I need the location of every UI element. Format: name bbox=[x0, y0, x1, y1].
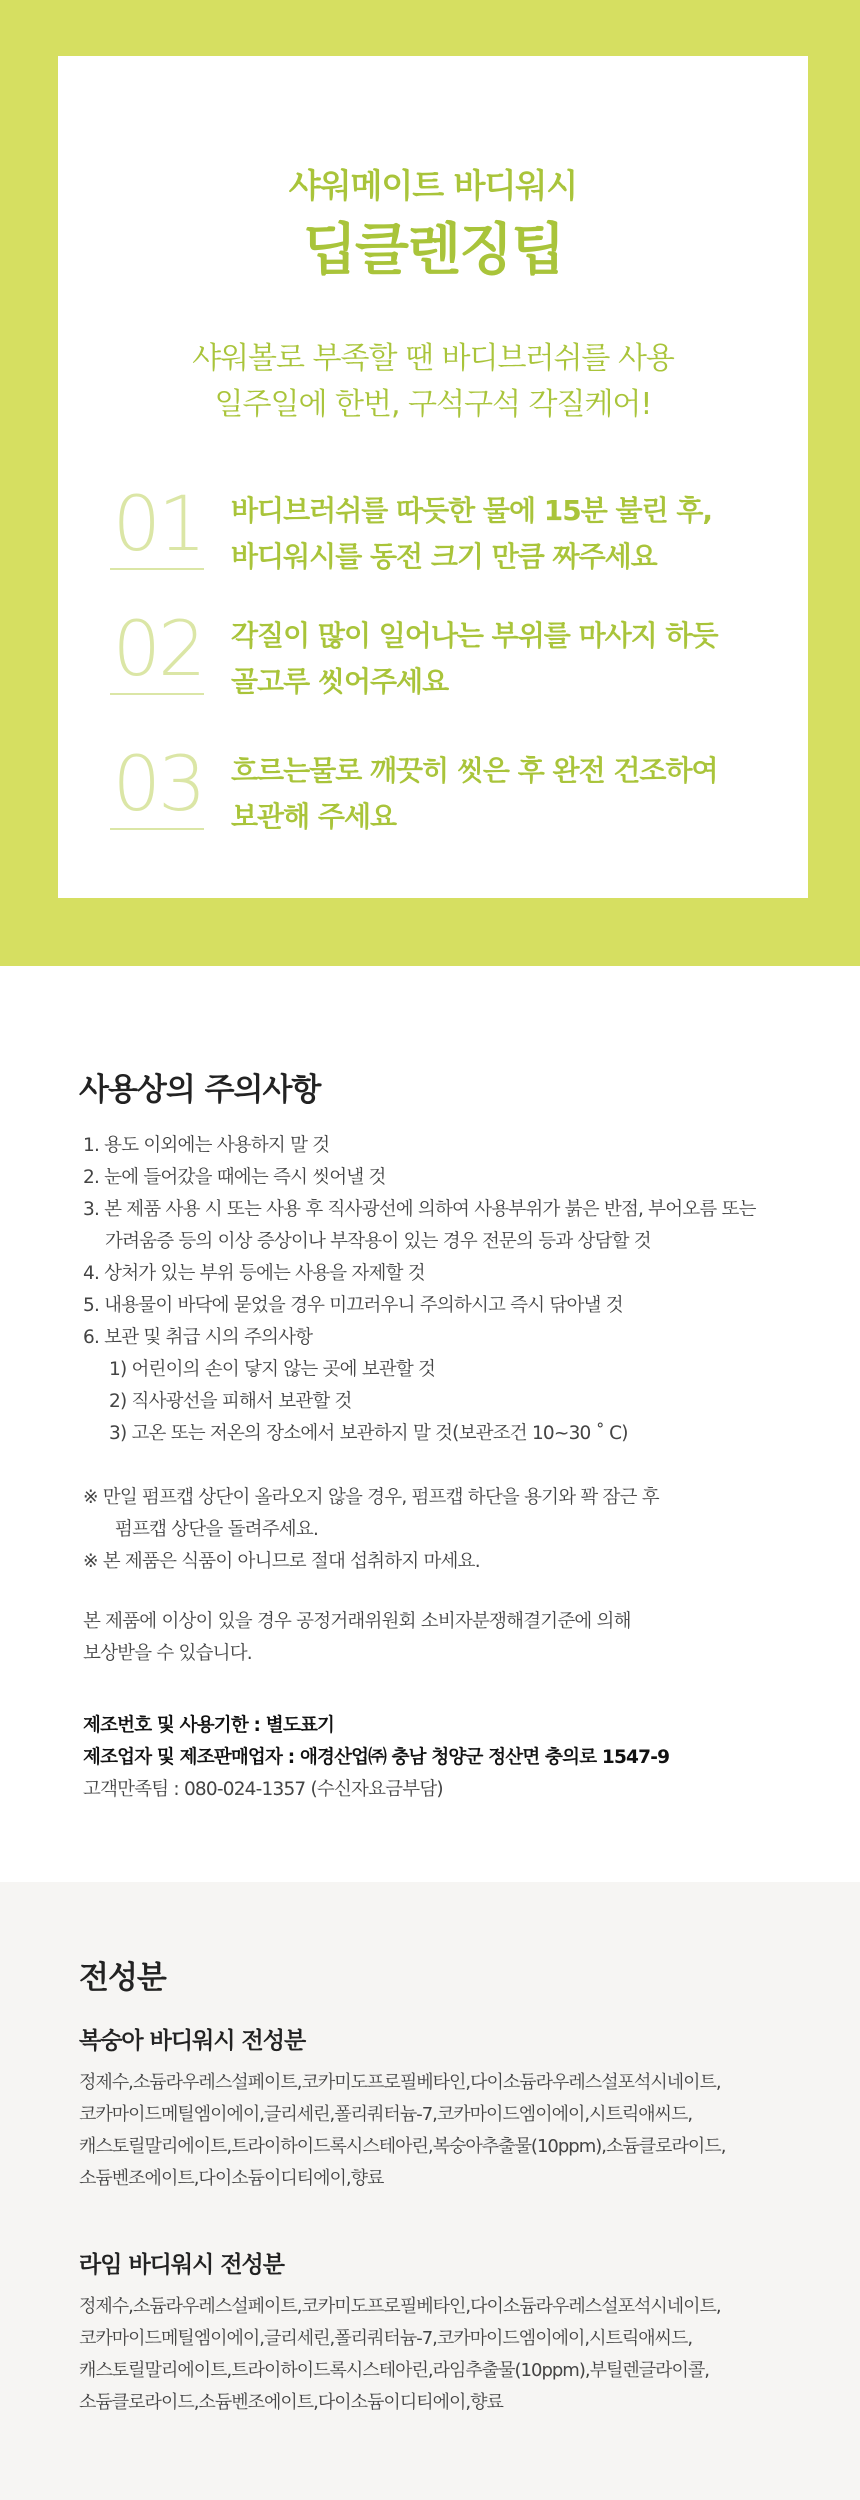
ingredients-heading: 전성분 bbox=[79, 1960, 166, 1996]
step-underline bbox=[110, 828, 204, 830]
step-number: 01 bbox=[112, 479, 204, 568]
tips-card bbox=[58, 56, 808, 898]
step-underline bbox=[110, 568, 204, 570]
ingredient-line: 소듐클로라이드,소듐벤조에이트,다이소듐이디티에이,향료 bbox=[79, 2392, 503, 2413]
step-text bbox=[231, 748, 771, 840]
precaution-item-continued: 가려움증 등의 이상 증상이나 부작용이 있는 경우 전문의 등과 상담할 것 bbox=[105, 1231, 651, 1252]
step-number: 03 bbox=[112, 739, 204, 828]
step-text-line: 흐르는물로 깨끗히 씻은 후 완전 건조하여 bbox=[231, 754, 718, 787]
step-underline bbox=[110, 693, 204, 695]
precaution-item: 4. 상처가 있는 부위 등에는 사용을 자제할 것 bbox=[83, 1263, 425, 1284]
tips-description bbox=[58, 336, 808, 428]
precaution-item: 3. 본 제품 사용 시 또는 사용 후 직사광선에 의하여 사용부위가 붉은 반점, 부어오름 또는 bbox=[83, 1199, 756, 1220]
ingredient-line: 캐스토릴말리에이트,트라이하이드록시스테아린,라임추출물(10ppm),부틸렌글라이콜, bbox=[79, 2360, 710, 2381]
peach-ingredients bbox=[79, 2022, 799, 2195]
precaution-subitem: 2) 직사광선을 피해서 보관할 것 bbox=[109, 1391, 352, 1412]
deep-cleansing-tips-section bbox=[0, 0, 860, 966]
step-text-line: 바디브러쉬를 따듯한 물에 15분 불린 후, bbox=[231, 494, 713, 527]
manufacturer-info bbox=[83, 1710, 669, 1806]
compensation-line: 보상받을 수 있습니다. bbox=[83, 1643, 252, 1664]
precaution-item: 5. 내용물이 바닥에 묻었을 경우 미끄러우니 주의하시고 즉시 닦아낼 것 bbox=[83, 1295, 623, 1316]
precaution-notes bbox=[83, 1482, 659, 1578]
manufacturer-line: 제조업자 및 제조판매업자 : 애경산업㈜ 충남 청양군 정산면 충의로 1547-9 bbox=[83, 1747, 670, 1768]
precautions-section bbox=[0, 966, 860, 1882]
tips-description-line: 일주일에 한번, 구석구석 각질케어! bbox=[214, 387, 652, 422]
ingredient-line: 정제수,소듐라우레스설페이트,코카미도프로필베타인,다이소듐라우레스설포석시네이트, bbox=[79, 2072, 721, 2093]
peach-ingredients-list bbox=[79, 2067, 799, 2195]
lime-ingredients bbox=[79, 2246, 799, 2419]
ingredient-line: 코카마이드메틸엠이에이,글리세린,폴리쿼터늄-7,코카마이드엠이에이,시트릭애씨드, bbox=[79, 2328, 693, 2349]
step-text-line: 각질이 많이 일어나는 부위를 마사지 하듯 bbox=[231, 619, 718, 652]
note-line: ※ 만일 펌프캡 상단이 올라오지 않을 경우, 펌프캡 하단을 용기와 꽉 잠근 후 bbox=[83, 1487, 659, 1508]
step-text-line: 골고루 씻어주세요 bbox=[231, 665, 449, 698]
precaution-item: 2. 눈에 들어갔을 때에는 즉시 씻어낼 것 bbox=[83, 1167, 386, 1188]
customer-service-line: 고객만족팀 : 080-024-1357 (수신자요금부담) bbox=[83, 1779, 443, 1800]
lot-expiry-info: 제조번호 및 사용기한 : 별도표기 bbox=[83, 1715, 335, 1736]
precaution-subitem: 1) 어린이의 손이 닿지 않는 곳에 보관할 것 bbox=[109, 1359, 436, 1380]
ingredient-line: 정제수,소듐라우레스설페이트,코카미도프로필베타인,다이소듐라우레스설포석시네이트, bbox=[79, 2296, 721, 2317]
ingredients-section bbox=[0, 1882, 860, 2500]
precaution-item: 1. 용도 이외에는 사용하지 말 것 bbox=[83, 1135, 330, 1156]
tips-title: 딥클렌징팁 bbox=[302, 218, 564, 283]
step-text bbox=[231, 613, 771, 705]
lime-ingredients-title: 라임 바디워시 전성분 bbox=[79, 2252, 284, 2278]
ingredient-line: 코카마이드메틸엠이에이,글리세린,폴리쿼터늄-7,코카마이드엠이에이,시트릭애씨드, bbox=[79, 2104, 693, 2125]
precaution-item: 6. 보관 및 취급 시의 주의사항 bbox=[83, 1327, 313, 1348]
precautions-list bbox=[83, 1130, 803, 1450]
note-line-continued: 펌프캡 상단을 돌려주세요. bbox=[115, 1519, 319, 1540]
compensation-notice bbox=[83, 1606, 631, 1670]
step-number: 02 bbox=[112, 604, 204, 693]
ingredient-line: 소듐벤조에이트,다이소듐이디티에이,향료 bbox=[79, 2168, 384, 2189]
tips-description-line: 샤워볼로 부족할 땐 바디브러쉬를 사용 bbox=[192, 341, 674, 376]
compensation-line: 본 제품에 이상이 있을 경우 공정거래위원회 소비자분쟁해결기준에 의해 bbox=[83, 1611, 631, 1632]
precautions-heading: 사용상의 주의사항 bbox=[79, 1072, 321, 1108]
ingredient-line: 캐스토릴말리에이트,트라이하이드록시스테아린,복숭아추출물(10ppm),소듐클로라이드, bbox=[79, 2136, 726, 2157]
peach-ingredients-title: 복숭아 바디워시 전성분 bbox=[79, 2028, 306, 2054]
step-text bbox=[231, 488, 771, 580]
step-text-line: 보관해 주세요 bbox=[231, 800, 397, 833]
step-text-line: 바디워시를 동전 크기 만큼 짜주세요 bbox=[231, 540, 657, 573]
precaution-subitem: 3) 고온 또는 저온의 장소에서 보관하지 말 것(보관조건 10~30 ˚ C) bbox=[109, 1423, 628, 1444]
lime-ingredients-list bbox=[79, 2291, 799, 2419]
tips-subtitle: 샤워메이트 바디워시 bbox=[288, 166, 578, 205]
note-line: ※ 본 제품은 식품이 아니므로 절대 섭취하지 마세요. bbox=[83, 1551, 480, 1572]
